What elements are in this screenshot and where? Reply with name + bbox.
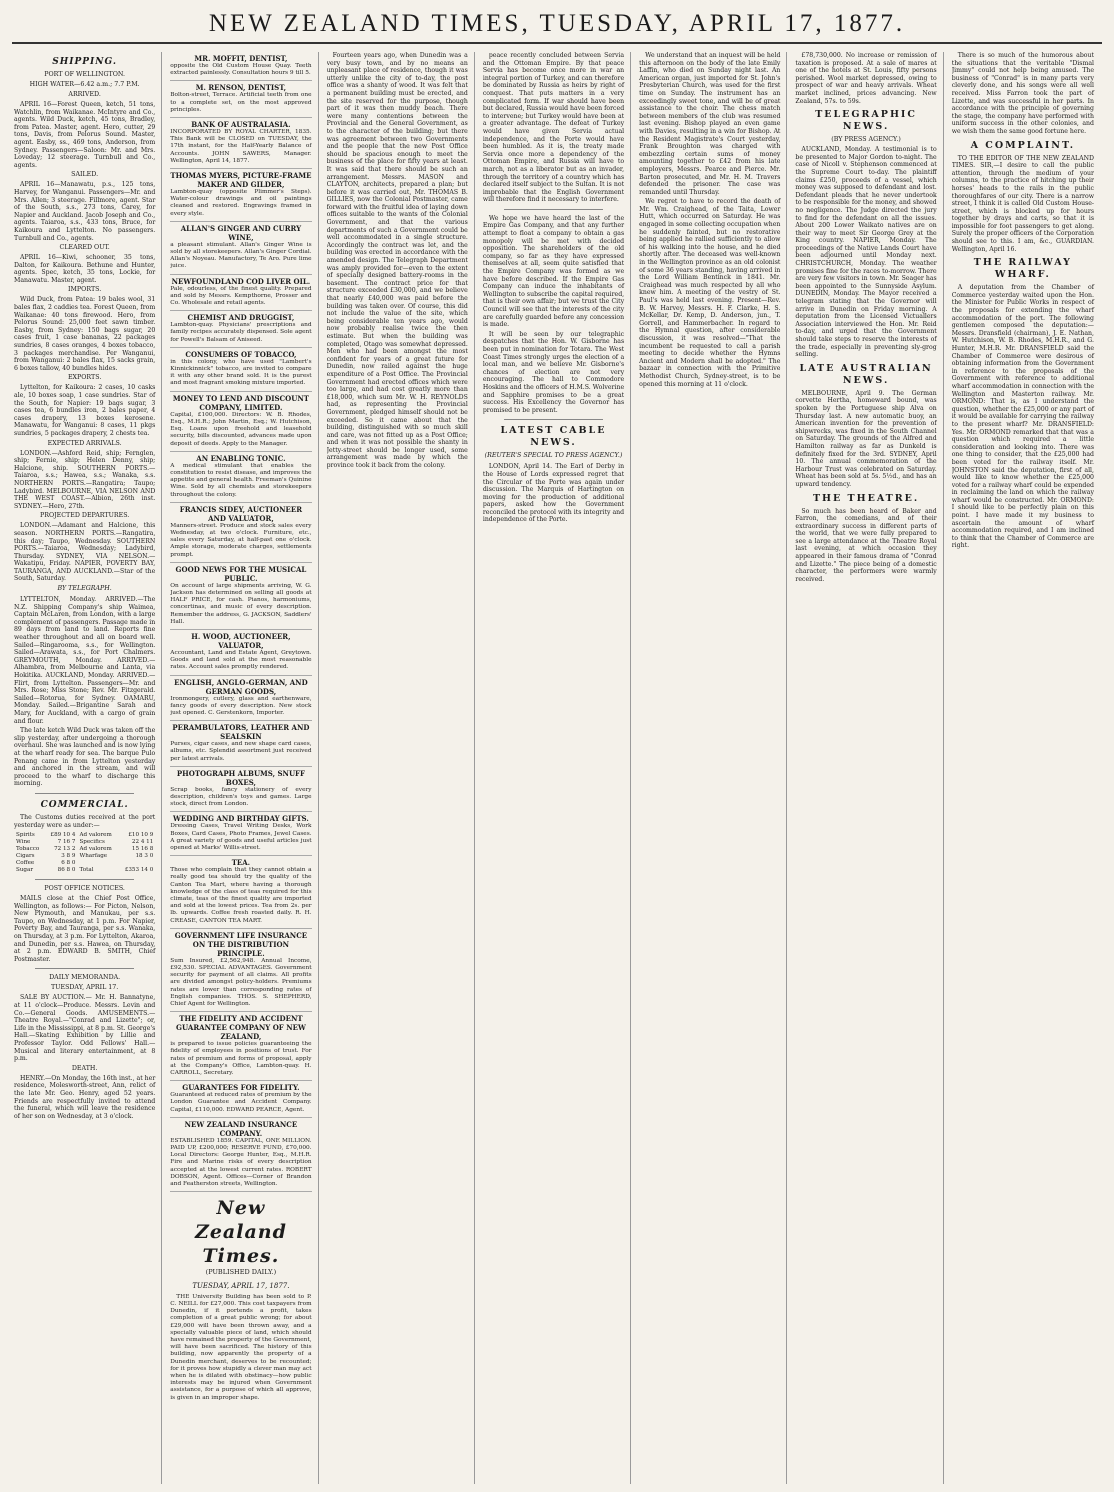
customs-cell: Wine	[16, 839, 31, 846]
railway-wharf-text: A deputation from the Chamber of Commerce yesterday waited upon the Hon. the Minister for Public Works in respect of the proposals for extending the wharf accommodation of the port. The following gentlemen composed the deputation:—Messrs. Dransfield (chairman), J. E. Nathan, W. Hutchison, W. B. Rhodes, M.H.R., and G. Hunter, M.H.R. Mr. DRANSFIELD said the Chamber of Commerce were desirous of obtaining information from the Government in reference to the proposals of the Government with reference to additional wharf accommodation in connection with the Wellington and Masterton railway. Mr. ORMOND: That is, as I understand the question, whether the £25,000 or any part of it would be available for carrying the railway to the present wharf? Mr. DRANSFIELD: Yes. Mr. ORMOND remarked that that was a question which required a little consideration and looking into. There was one thing to consider, that the £25,000 had been voted for the railway itself. Mr. JOHNSTON said the deputation, first of all, would like to know whether the £25,000 voted for a railway wharf could be expended in reclaiming the land on which the railway wharf would be constructed. Mr. ORMOND: I should like to be perfectly plain on this point. I have made it my business to ascertain the amount of wharf accommodation required, and I am inclined to think that the Chamber of Commerce are right.	[951, 284, 1094, 550]
advertisement-body: A medical stimulant that enables the constitution to resist disease, and improves the appetite and general health. Freeman's Quinine Wine. Sold by all chemists and storekeepers throughout the colony.	[170, 462, 312, 498]
memoranda-heading: DAILY MEMORANDA.	[49, 974, 121, 982]
death-text: HENRY.—On Monday, the 16th inst., at her residence, Molesworth-street, Ann, relict of the late Mr. Geo. Henry, aged 52 years. Friends are respectfully invited to attend the funeral, which will leave the residence of her son on Wednesday, at 3 o'clock.	[14, 1074, 156, 1120]
advertisement-heading: AN ENABLING TONIC.	[196, 453, 286, 463]
shipping-heading: SHIPPING.	[52, 57, 117, 67]
local-news-text: We understand that an inquest will be held this afternoon on the body of the late Emily Laffin, who died on Sunday night last. An American organ, just imported for St. John's Presbyterian Church, was used for the first time on Sunday. The instrument has an exceedingly sweet tone, and will be of great assistance to the choir. The chess match between members of the club was resumed last evening. Bishop played an even game with Davies, resulting in a win for Bishop. At the Resident Magistrate's Court yesterday, Frank Broughton was charged with embezzling certain sums of money amounting together to £42 from his late employers, Messrs. Pearce and Pierce. Mr. Barton prosecuted, and Mr. H. M. Travers defended the prisoner. The case was remanded until Thursday.	[639, 52, 781, 196]
theatre-continued-text: There is so much of the humorous about the situations that the veritable "Dismal Jimmy" could not help being amused. The business of "Conrad" is in many parts very cleverly done, and his songs were all well received. Miss Farron took the part of Lizette, and was successful in her parts. In accordance with the principle of governing the stage, the company have performed with uniform success in the other colonies, and we wish them the same good fortune here.	[951, 52, 1094, 135]
complaint-text: TO THE EDITOR OF THE NEW ZEALAND TIMES. SIR,—I desire to call the public attention, through the medium of your columns, to the practice of hitching up their horses' heads to the rails in the public thoroughfares of our city. There is a narrow street, I think it is called Old Custom House-street, which is blocked up for hours together by drays and carts, so that it is impossible for foot passengers to get along. Surely the proper officers of the Corporation should see to this. I am, &c., GUARDIAN. Wellington, April 16.	[951, 154, 1094, 253]
theatre-text: So much has been heard of Baker and Farron, the comedians, and of their extraordinary success in different parts of the world, that we were fully prepared to see a large attendance at the Theatre Royal last evening, at which occasion they appeared in their famous drama of "Conrad and Lizette." The piece being of a domestic character, the performers were warmly received.	[795, 507, 937, 583]
death-heading: DEATH.	[71, 1064, 98, 1072]
column-6	[795, 52, 943, 1484]
customs-cell: 86 8 0	[57, 867, 76, 874]
projected-text: LONDON.—Adamant and Halcione, this season. NORTHERN PORTS.—Rangatira, this day; Taupo, Wednesday. SOUTHERN PORTS.—Taiaroa, Wednesday; Ladybird, Thursday. SYDNEY, VIA NELSON.—Wakatipu, Friday. NAPIER, POVERTY BAY, TAURANGA, AND AUCKLAND.—Star of the South, Saturday.	[14, 522, 156, 583]
advertisement-body: Pale, odourless, of the finest quality. Prepared and sold by Messrs. Kempthorne, Prosser and Co. Wholesale and retail agents.	[170, 285, 312, 307]
late-australian-heading: LATE AUSTRALIAN NEWS.	[799, 362, 933, 386]
advertisement-body: Manners-street. Produce and stock sales every Wednesday, at two o'clock. Furniture, etc., sales every Saturday, at half-past one o'clock. Ample storage, moderate charges, settlements prompt.	[170, 522, 312, 558]
customs-cell: Total	[79, 867, 94, 874]
advertisement-heading: FRANCIS SIDEY, AUCTIONEER AND VALUATOR,	[179, 504, 303, 523]
advertisement-heading: GUARANTEES FOR FIDELITY.	[182, 1083, 300, 1093]
telegraphic-text: AUCKLAND, Monday. A testimonial is to be presented to Major Gordon to-night. The case of Nicoll v. Stephenson commenced at the Supreme Court to-day. The plaintiff claims £250, proceeds of a vessel, which money was supposed to defendant and lost. Defendant pleads that he never undertook to be responsible for the money, and showed no negligence. The Judge directed the jury to find for the defendant on all the issues. About 200 Lower Waikato natives are on their way to meet Sir George Grey at the King country. NAPIER, Monday. The proceedings of the Native Lands Court have been adjourned until Monday next. CHRISTCHURCH, Monday. The weather promises fine for the races to-morrow. There are very few visitors in town. Mr. Seager has been appointed to the Sunnyside Asylum. DUNEDIN, Monday. The Mayor received a telegram stating that the Governor will arrive in Dunedin on Friday morning. A deputation from the Licensed Victuallers Association interviewed the Hon. Mr. Reid to-day, and urged that the Government should take steps to reserve the interests of the trade, especially in preventing sly-grog selling.	[795, 146, 937, 359]
port-title: PORT OF WELLINGTON.	[44, 71, 125, 78]
imports-text: Wild Duck, from Patea: 19 bales wool, 31 bales flax, 2 caddies tea. Forest Queen, from Waikanae: 40 tons firewood. Hero, from Pelorus Sound: 25,000 feet sawn timber. Easby, from Sydney: 150 bags sugar, 20 cases fruit, 1 case bananas, 22 packages sundries, 8 cases oranges, 4 boxes tobacco, 3 packages merchandise. Per Wanganui, from Wanganui: 2 bales flax, 15 sacks grain, 6 boxes tallow, 40 bundles hides.	[14, 296, 156, 372]
advertisement-heading: BANK OF AUSTRALASIA.	[191, 120, 291, 130]
cleared-text: APRIL 16—Kiwi, schooner, 35 tons, Dalton, for Kaikoura. Bethune and Hunter, agents. Spec, ketch, 35 tons, Lockie, for Manawatu. Master, agent.	[14, 254, 156, 284]
advertisement-heading: ENGLISH, ANGLO-GERMAN, AND GERMAN GOODS,	[174, 677, 308, 696]
advertisement-heading: PERAMBULATORS, LEATHER AND SEALSKIN	[172, 723, 310, 742]
column-4	[483, 52, 631, 1484]
column-2	[170, 52, 318, 1484]
arrived-heading: ARRIVED.	[68, 91, 101, 98]
advertisement	[170, 169, 311, 222]
customs-cell: Specifics	[79, 839, 105, 846]
advertisement-body: Purses, cigar cases, and new shape card cases, albums, etc. Splendid assortment just received per latest arrivals.	[170, 741, 312, 762]
customs-cell: Ad valorem	[79, 832, 112, 839]
editorial-dateline: TUESDAY, APRIL 17, 1877.	[192, 1281, 290, 1290]
memoranda-date: TUESDAY, APRIL 17.	[50, 984, 119, 992]
advertisement-heading: NEWFOUNDLAND COD LIVER OIL.	[171, 276, 311, 286]
advertisement-heading: MR. MOFFIT, DENTIST,	[194, 54, 288, 63]
advertisement	[170, 348, 311, 392]
article-text-2: We hope we have heard the last of the Empire Gas Company, and that any further attempt to float a company to obtain a gas monopoly will be met with decided opposition. The shareholders of the old company, so far as they have expressed themselves at all, seem quite satisfied that the Empire Company was formed as we have before described. If the Empire Gas Company can induce the inhabitants of Wellington to subscribe the capital required, that is their own affair; but we trust the City Council will see that the interests of the city are carefully guarded before any concession is made.	[482, 214, 625, 329]
advertisement-heading: H. WOOD, AUCTIONEER, VALUATOR,	[191, 631, 291, 650]
customs-cell: 6 8 0	[61, 860, 76, 867]
column-3	[327, 52, 475, 1484]
customs-cell: Spirits	[16, 832, 35, 839]
customs-row	[14, 860, 155, 867]
advertisement-heading: ALLAN'S GINGER AND CURRY WINE,	[180, 223, 302, 242]
local-shipping-text: The late ketch Wild Duck was taken off the slip yesterday, after undergoing a thorough overhaul. She was launched and is now lying at the wharf ready for sea. The barque Pulo Penang came in from Lyttelton yesterday and anchored in the stream, and will proceed to the wharf to discharge this morning.	[14, 727, 156, 788]
advertisement-body: Capital, £100,000. Directors: W. B. Rhodes, Esq., M.H.R.; John Martin, Esq.; W. Hutchison, Esq. Loans upon freehold and leasehold security, bills discounted, advances made upon deposit of deeds. Apply to the Manager.	[170, 411, 312, 447]
advertisement-heading: THE FIDELITY AND ACCIDENT GUARANTEE COMPANY OF NEW ZEALAND,	[176, 1014, 306, 1042]
advertisement-body: is prepared to issue policies guaranteeing the fidelity of employees in positions of trust. For rates of premium and forms of proposal, apply at the Company's Office, Lambton-quay. H. CARROLL, Secretary.	[170, 1041, 312, 1077]
editorial-continued: Fourteen years ago, when Dunedin was a very busy town, and by no means an unpleasant place of residence, though it was utterly unlike the city of to-day, the post office was a shanty of wood. It was felt that a permanent building must be erected, and the site reserved for the purpose, though part of it was then muddy beach. There were many contentions between the Provincial and the General Government, as to the character of the building; but there was agreement between two Governments and the people that the new Post Office should be spacious enough to meet the business of the place for fifty years at least. It was said that there should be such an arrangement. Messrs. MASON and CLAYTON, architects, prepared a plan; but before it was carried out, Mr. THOMAS B. GILLIES, now the Colonial Postmaster, came forward with the fruitful idea of laying down offices suitable to the wants of the Colonial Government, and that the various departments of such a Government could be well accommodated in a single structure. Accordingly the contract was let, and the building was erected in accordance with the amended design. The Telegraph Department was amply provided for—even to the extent of specially designed battery-rooms in the basement. The contract price for that structure exceeded £30,000, and we believe that nearly £40,000 was paid before the building was taken over. Of course, this did not include the value of the site, which being considerable ten years ago, would now probably realise twice the then estimate. But when the building was completed, Otago was somewhat depressed. Men who had been amongst the most confident for years of a great future for Dunedin, now railed against the huge expenditure of a Post Office. The Provincial Government had erected offices which were too large, and had cost greatly more than £18,000, which sum Mr. W. H. REYNOLDS had, as representing the Provincial Government, pledged himself should not be exceeded. So it came about that the building, distinguished with so much skill and care, was not fitted up as a Post Office; and when it was not possible the shanty in Jetty-street should be longer used, some arrangement was made by which the province took it back from the colony.	[326, 52, 468, 470]
advertisements	[170, 52, 311, 1192]
customs-cell: 15 16 8	[131, 846, 154, 853]
divider	[35, 879, 134, 880]
advertisement-body: Those who complain that they cannot obtain a really good tea should try the quality of the Canton Tea Mart, where having a thorough knowledge of the class of teas required for this climate, teas of the finest quality are imported and sold at the lowest prices. Tea from 2s. per lb. upwards. Coffee fresh roasted daily. R. H. CREASE, CANTON TEA MART.	[170, 867, 312, 924]
expected-text: LONDON.—Ashford Reid, ship; Fernglen, ship; Fernie, ship; Helen Denny, ship; Halcione, ship. SOUTHERN PORTS.—Taiaroa, s.s.; Hawea, s.s.; Wanaka, s.s. NORTHERN PORTS.—Rangatira; Taupo; Ladybird. MELBOURNE, VIA NELSON AND THE WEST COAST.—Albion, 26th inst. SYDNEY.—Hero, 27th.	[14, 449, 156, 510]
advertisement-heading: GOOD NEWS FOR THE MUSICAL PUBLIC.	[175, 564, 307, 583]
divider	[35, 793, 134, 794]
sailed-text: APRIL 16—Manawatu, p.s., 125 tons, Harvey, for Wanganui. Passengers—Mr. and Mrs. Allen; 3 steerage. Fillmore, agent. Star of the South, s.s., 273 tons, Carey, for Napier and Auckland. Jacob Joseph and Co., agents. Taiaroa, s.s., 433 tons, Bruce, for Kaikoura and Lyttelton. No passengers. Turnbull and Co., agents.	[14, 181, 156, 242]
editorial-text: THE University Building has been sold to P. C. NEILL for £27,000. This cost taxpayers from Dunedin, if it portends a profit, takes completion of a great public wrong; for about £29,000 will have been thrown away, and a specially valuable piece of land, which should have remained the property of the Government, will have been sacrificed. The history of this building, now apparently the property of a Dunedin merchant, deserves to be recounted; for it proves how stupidly a clever man may act when he is dilated with obstinacy—how public interests may be injured when Government assistance, for a purpose of which all approve, is given in an improper shape.	[170, 1293, 312, 1401]
advertisement-body: On account of large shipments arriving, W. G. Jackson has determined on selling all goods at HALF PRICE, for cash. Pianos, harmoniums, concertinas, and music of every description. Remember the address, G. JACKSON, Saddlers' Hall.	[170, 582, 312, 625]
memoranda-text: SALE BY AUCTION.— Mr. H. Bannatyne, at 11 o'clock—Produce. Messrs. Levin and Co.—General Goods. AMUSEMENTS.— Theatre Royal.—"Conrad and Lizette"; or, Life in the Mississippi, at 8 p.m. St. George's Hall.—Skating Exhibition by Lillie and Professor Taylor. Odd Fellows' Hall.—Musical and literary entertainment, at 8 p.m.	[14, 994, 156, 1063]
advertisement-heading: MONEY TO LEND AND DISCOUNT COMPANY, LIMITED.	[172, 393, 309, 412]
advertisement	[170, 311, 311, 348]
advertisement-body: Scrap books, fancy stationery of every description, children's toys and games. Large stock, direct from London.	[170, 786, 312, 808]
advertisement	[170, 812, 311, 856]
railway-wharf-heading: THE RAILWAY WHARF.	[973, 257, 1072, 281]
advertisement-heading: NEW ZEALAND INSURANCE COMPANY.	[184, 1119, 298, 1138]
customs-cell: Cigars	[16, 853, 35, 860]
advertisement-body: Guaranteed at reduced rates of premium by the London Guarantee and Accident Company. Capital, £110,000. EDWARD PEARCE, Agent.	[170, 1092, 312, 1113]
advertisement	[170, 721, 311, 767]
customs-cell: Ad valorem	[79, 846, 112, 853]
sailed-heading: SAILED.	[71, 171, 99, 179]
divider	[504, 209, 603, 210]
advertisement	[170, 767, 311, 813]
projected-heading: PROJECTED DEPARTURES.	[39, 512, 130, 520]
complaint-heading: A COMPLAINT.	[970, 139, 1076, 151]
customs-row	[14, 839, 155, 846]
post-office-text: MAILS close at the Chief Post Office, Wellington, as follows:— For Picton, Nelson, New Plymouth, and Manukau, per s.s. Taupo, on Wednesday, at 1 p.m. For Napier, Poverty Bay, and Tauranga, per s.s. Wanaka, on Thursday, at 3 p.m. For Lyttelton, Akaroa, and Dunedin, per s.s. Hawea, on Thursday, at 2 p.m. EDWARD B. SMITH, Chief Postmaster.	[14, 895, 156, 963]
advertisement-body: Bolton-street, Terrace. Artificial teeth from one to a complete set, on the most approved principles.	[170, 92, 312, 113]
customs-cell: Sugar	[16, 867, 34, 874]
advertisement	[170, 1012, 311, 1081]
latest-cable-heading: LATEST CABLE NEWS.	[500, 425, 607, 449]
telegraphic-subheading: (BY PRESS AGENCY.)	[831, 136, 901, 144]
advertisement	[170, 503, 311, 563]
exports-heading: EXPORTS.	[67, 374, 102, 382]
customs-cell: £10 10 9	[128, 832, 154, 839]
advertisement	[170, 392, 311, 452]
advertisement	[170, 452, 311, 503]
advertisement-body: Dressing Cases, Travel Writing Desks, Work Boxes, Card Cases, Photo Frames, Jewel Cases. A great variety of goods and useful articles just opened at Marks' Willis-street.	[170, 823, 312, 851]
advertisement	[170, 118, 311, 169]
advertisement-heading: WEDDING AND BIRTHDAY GIFTS.	[173, 814, 309, 824]
customs-cell: 18 3 0	[135, 853, 154, 860]
divider	[35, 968, 134, 969]
advertisement	[170, 222, 311, 275]
customs-cell: 3 8 9	[61, 853, 76, 860]
arrived-text: APRIL 16—Forest Queen, ketch, 51 tons, Watchlin, from Waikanae. McIntyre and Co., agents. Wild Duck, ketch, 45 tons, Bradley, from Patea. Master, agent. Hero, cutter, 29 tons, Davis, from Pelorus Sound. Master, agent. Easby, ss., 469 tons, Anderson, from Sydney. Passengers—Saloon: Mr. and Mrs. Loveday; 12 steerage. Turnbull and Co., agents.	[14, 101, 156, 169]
customs-cell: £353 14 0	[124, 867, 154, 874]
exports-text: Lyttelton, for Kaikoura: 2 cases, 10 casks ale, 10 boxes soap, 1 case sundries. Star of the South, for Napier: 19 bags sugar, 3 cases tea, 6 bundles iron, 2 bales paper, 4 cases drapery, 13 boxes kerosene. Manawatu, for Wanganui: 8 cases, 11 pkgs sundries, 5 packages drapery, 2 chests tea.	[14, 384, 156, 437]
telegraph-heading: BY TELEGRAPH.	[57, 585, 112, 593]
advertisement-heading: GOVERNMENT LIFE INSURANCE ON THE DISTRIBUTION PRINCIPLE.	[174, 930, 308, 958]
customs-cell: Wharfage	[79, 853, 108, 860]
post-office-heading: POST OFFICE NOTICES.	[44, 885, 125, 893]
customs-row	[14, 846, 155, 853]
published-daily: (PUBLISHED DAILY.)	[205, 1268, 277, 1277]
commercial-intro: The Customs duties received at the port yesterday were as under:—	[14, 813, 156, 829]
customs-cell: 72 13 2	[54, 846, 76, 853]
column-5	[639, 52, 787, 1484]
advertisement-heading: TEA.	[231, 858, 251, 868]
theatre-heading: THE THEATRE.	[812, 492, 920, 504]
late-australian-text: MELBOURNE, April 9. The German corvette Hertha, homeward bound, was spoken by the Portuguese ship Alva on Thursday last. A new automatic buoy, an American invention for the prevention of shipwrecks, was fixed in the South Channel on Saturday. The grounds of the Alfred and Hamilton railway as far as Dunkeld is definitely fixed for the 3rd. SYDNEY, April 10. The annual commemoration of the Harbour Trust was celebrated on Saturday. Wheat has been sold at 5s. 5½d., and has an upward tendency.	[795, 389, 937, 488]
commercial-heading: COMMERCIAL.	[40, 799, 129, 810]
advertisement	[170, 563, 311, 630]
advertisement	[170, 81, 311, 118]
advertisement	[170, 1118, 311, 1192]
advertisement	[170, 52, 311, 81]
customs-cell: Tobacco	[16, 846, 40, 853]
advertisement-heading: PHOTOGRAPH ALBUMS, SNUFF BOXES,	[176, 768, 305, 787]
advertisement	[170, 929, 311, 1012]
customs-row	[14, 832, 155, 839]
advertisement-heading: THOMAS MYERS, PICTURE-FRAME MAKER AND GILDER,	[170, 171, 312, 190]
advertisement-body: Lambton-quay. Physicians' prescriptions and family recipes accurately dispensed. Sole agent for Powell's Balsam of Aniseed.	[170, 322, 312, 343]
advertisement-heading: M. RENSON, DENTIST,	[195, 83, 287, 93]
advertisement	[170, 676, 311, 722]
advertisement	[170, 1081, 311, 1118]
column-1	[14, 52, 162, 1484]
advertisement-body: Sum Insured, £2,562,948. Annual Income, £92,530. SPECIAL ADVANTAGES. Government security for payment of all claims. All profits are divided amongst policy-holders. Premiums rates are lower than corresponding rates of English companies. THOS. S. SHEPHERD, Chief Agent for Wellington.	[170, 957, 312, 1008]
advertisement-body: Ironmongery, cutlery, glass and earthenware, fancy goods of every description. New stock just opened. C. Gerstenkorn, Importer.	[170, 695, 312, 716]
advertisement-body: in this colony, who have used "Lambert's Kinnickinnick" tobacco, are invited to compare it with any other brand sold. It is the purest and most fragrant smoking mixture imported.	[170, 358, 312, 387]
advertisement-body: opposite the Old Custom House Quay. Teeth extracted painlessly. Consultation hours 9 till 5.	[170, 63, 312, 77]
customs-cell	[119, 860, 156, 867]
customs-cell: 7 16 7	[57, 839, 76, 846]
latest-cable-subheading: (REUTER'S SPECIAL TO PRESS AGENCY.)	[484, 452, 623, 460]
customs-cell	[77, 860, 118, 867]
customs-table	[14, 832, 155, 874]
newspaper-title: New Zealand Times.	[194, 1197, 287, 1268]
article-text: peace recently concluded between Servia and the Ottoman Empire. By that peace Servia has become once more in war an integral portion of Turkey, and can therefore be dominated by Russia as heirs by right of conquest. That puts matters in a very complicated form. If war should have been but declared, Russia would have been forced to intervene; but Turkey would have been at a greater advantage. The defeat of Turkey would have given Servia actual independence, and the Porte would have been humbled. As it is, the treaty made Servia once more a dependency of the Ottoman Empire, and Russia will have to march, not as a liberator but as an invader, through the territory of a country which has declared itself subject to the Sultan. It is not improbable that the English Government will therefore find it necessary to interfere.	[482, 52, 625, 204]
divider	[504, 419, 603, 420]
advertisement-body: ESTABLISHED 1859. CAPITAL, ONE MILLION. PAID UP, £200,000; RESERVE FUND, £70,000. Local Directors: George Hunter, Esq., M.H.R. Fire and Marine risks of every description accepted at the lowest current rates. ROBERT DOBSON, Agent. Offices—Corner of Brandon and Featherston streets, Wellington.	[170, 1137, 312, 1188]
advertisement	[170, 275, 311, 312]
advertisement	[170, 630, 311, 676]
latest-cable-text: LONDON, April 14. The Earl of Derby in the House of Lords expressed regret that the Circular of the Porte was again under discussion. The Marquis of Hartington on moving for the production of additional papers, asked how the Government reconciled the protocol with its integrity and independence of the Porte.	[482, 463, 625, 524]
advertisement-body: a pleasant stimulant. Allan's Ginger Wine is sold by all storekeepers. Allan's Ginger Cordial. Allan's Noyeau. Manufactory, Te Aro. Pure lime juice.	[170, 241, 312, 270]
advertisement-heading: CHEMIST AND DRUGGIST,	[187, 313, 295, 323]
local-news-text-2: We regret to have to record the death of Mr. Wm. Craighead, of the Taita, Lower Hutt, which occurred on Saturday. He was engaged in some collecting occupation when he suddenly fainted, but no restorative being applied he rallied sufficiently to allow of his walking into the house, and he died shortly after. The deceased was well-known in the Wellington province as an old colonist of some 36 years standing, having arrived in the Lord William Bentinck in 1841. Mr. Craighead was much respected by all who knew him. A meeting of the vestry of St. Paul's was held last evening. Present—Rev. B. W. Harvey, Messrs. H. F. Clarke, H. S. McKellar, Dr. Kemp, D. Anderson, jun., T. Gorrell, and Hammerbacher. In regard to the Hymnal question, after considerable discussion, it was resolved—"That the incumbent be requested to call a parish meeting to decide whether the Hymns Ancient and Modern shall be adopted." The bazaar in connection with the Primitive Methodist Church, Sydney-street, is to be opened this morning at 11 o'clock.	[639, 198, 781, 388]
advertisement-body: Lambton-quay (opposite Plimmer's Steps). Water-colour drawings and oil paintings cleaned and restored. Engravings framed in every style.	[170, 189, 312, 217]
cleared-heading: CLEARED OUT.	[59, 244, 110, 252]
telegraphic-heading: TELEGRAPHIC NEWS.	[815, 109, 917, 133]
expected-heading: EXPECTED ARRIVALS.	[47, 439, 122, 447]
masthead	[0, 4, 1114, 44]
telegraph-text: LYTTELTON, Monday. ARRIVED.—The N.Z. Shipping Company's ship Waimea, Captain McLaren, from London, with a large complement of passengers. Passage made in 89 days from land to land. Reports fine weather throughout and all on board well. Sailed—Ringarooma, s.s., for Wellington. Sailed—Arawata, s.s., for Port Chalmers. GREYMOUTH, Monday. ARRIVED.—Alhambra, from Melbourne and Lanta, via Hokitika. AUCKLAND, Monday. ARRIVED.—Flirt, from Lyttelton. Passengers—Mr. and Mrs. Rose; Miss Stone; Rev. Mr. Fitzgerald. Sailed—Rotorua, for Sydney. OAMARU, Monday. Sailed.—Brigantine Sarah and Mary, for Auckland, with a cargo of grain and flour.	[14, 596, 156, 725]
customs-row	[14, 853, 155, 860]
customs-cell: 22 4 11	[131, 839, 154, 846]
masthead-rule	[12, 42, 1102, 44]
imports-heading: IMPORTS.	[68, 286, 102, 294]
customs-cell: £89 10 4	[50, 832, 76, 839]
article-text-3: It will be seen by our telegraphic despatches that the Hon. W. Gisborne has been put in nomination for Totara. The West Coast Times strongly urges the election of a local man, and we believe Mr. Gisborne's chances of election are not very encouraging. The hall to Commodore Hoskins and the officers of H.M.S. Wolverine and Sapphire promises to be a great success. His Excellency the Governor has promised to be present.	[482, 330, 625, 414]
column-7	[952, 52, 1100, 1484]
customs-cell: Coffee	[16, 860, 35, 867]
masthead-title: NEW ZEALAND TIMES, TUESDAY, APRIL 17, 1877.	[208, 10, 906, 37]
customs-row	[14, 867, 155, 874]
columns	[14, 52, 1100, 1484]
high-water: HIGH WATER—6.42 a.m.; 7.7 P.M.	[29, 81, 140, 88]
advertisement-body: INCORPORATED BY ROYAL CHARTER, 1835. This Bank will be CLOSED on TUESDAY, the 17th instant, for the Half-Yearly Balance of Accounts. JOHN SAWERS, Manager. Wellington, April 14, 1877.	[170, 129, 312, 164]
advertisement-body: Accountant, Land and Estate Agent, Greytown. Goods and land sold at the most reasonable rates. Account sales promptly rendered.	[170, 649, 312, 671]
advertisement	[170, 856, 311, 929]
advertisement-heading: CONSUMERS OF TOBACCO,	[185, 349, 297, 359]
cable-continued-text: £78,730,000. No increase or remission of taxation is proposed. At a sale of mares at one of the hotels at St. Louis, fifty persons perished. Wool market depressed, owing to prospect of war and heavy arrivals. Wheat market inclined, prices advancing. New Zealand, 57s. to 59s.	[795, 52, 937, 105]
